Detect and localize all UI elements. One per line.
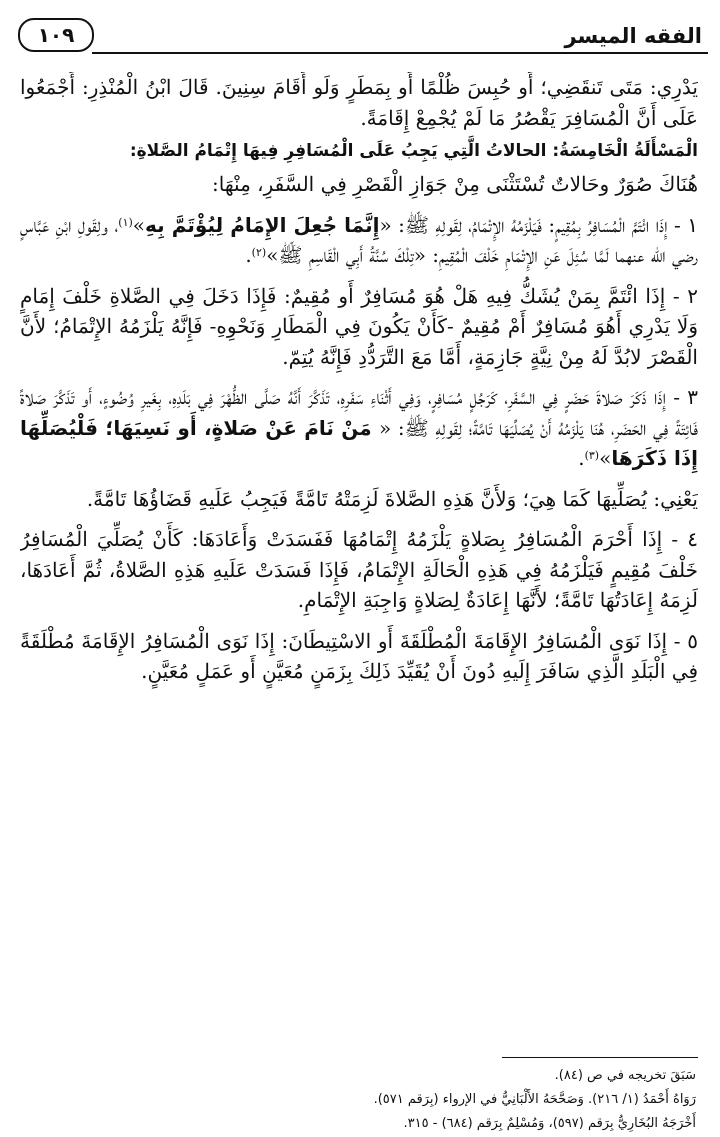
- footnote-2: رَوَاهُ أَحْمَدُ (١/ ٢١٦). وَصَحَّحَهُ الأَلْبَانِيُّ في الإرواء (بِرَقم ٥٧١).: [373, 1092, 696, 1107]
- case-3-text: ٣ - إِذَا ذَكَرَ صَلاةَ حَضَرٍ فِي السَّفَرِ، كَرَجُلٍ مُسَافِرٍ، وَفِي أَثْنَاءِ سَفَرِهِ، تَذَكَّرَ أَنَّهُ صَلَّى الظُّهْرَ فِي بَلَدِهِ، بِغَيرِ وُضُوءٍ، أَو تَذَكَّرَ صَلاةً فَائِتَةً فِي الحَضَرِ، هُنَا يَلْزَمُهُ أَنْ يُصَلِّيَهَا تَامَّةً؛ لِقَولِهِ ﷺ: «: [20, 385, 698, 440]
- page-number: ١٠٩: [18, 18, 94, 52]
- case-3-end: .: [578, 446, 585, 470]
- paragraph-intro: يَدْرِي: مَتَى تَنقَضِي؛ أَو حُبِسَ ظُلْمًا أَو بِمَطَرٍ وَلَو أَقَامَ سِنِينَ. قَالَ ابْنُ الْمُنْذِرِ: أَجْمَعُوا عَلَى أَنَّ الْمُسَافِرَ يَقْصُرُ مَا لَمْ يُجْمِعْ إِقَامَةً.: [20, 75, 698, 130]
- paragraph-lead: هُنَاكَ صُوَرٌ وحَالاتٌ تُسْتَثْنَى مِنْ جَوَازِ الْقَصْرِ فِي السَّفَرِ، مِنْهَا:: [211, 172, 698, 196]
- case-1-text-b: ، ولِقَولِ ابْنِ عَبَّاسٍ رضي الله عنهما لَمَّا سُئِلَ عَنِ الإِتْمَامِ خَلْفَ الْمُقِيمِ: «تِلْكَ سُنَّةُ أَبِي الْقَاسِمِ ﷺ»: [20, 212, 698, 267]
- page-header: [14, 14, 708, 58]
- case-3-hadith: مَنْ نَامَ عَنْ صَلاةٍ، أَو نَسِيَهَا؛ فَلْيُصَلِّهَا إِذَا ذَكَرَهَا: [20, 415, 698, 470]
- header-rule: [92, 52, 708, 54]
- footnote-ref-1[interactable]: (١): [118, 215, 133, 229]
- case-1-quote-close: »: [132, 212, 146, 237]
- footnotes: [20, 1064, 696, 1136]
- paragraph-case-4: ٤ - إِذَا أَحْرَمَ الْمُسَافِرُ بِصَلاةٍ يَلْزَمُهُ إِتْمَامُهَا فَفَسَدَتْ وَأَعَادَهَا: كَأَنْ يُصَلِّيَ الْمُسَافِرُ خَلْفَ مُقِيمٍ فَيَلْزَمُهُ فِي هَذِهِ الْحَالَةِ الإِتْمَامُ، فَإِذَا فَسَدَتْ عَلَيهِ هَذِهِ الصَّلاةُ، ثُمَّ أَعَادَهَا، لَزِمَهُ إِعَادَتُهَا تَامَّةً؛ لأَنَّهَا إِعَادَةٌ لِصَلاةٍ وَاجِبَةِ الإِتْمَامِ.: [20, 527, 698, 612]
- section-heading: الْمَسْأَلَةُ الْخَامِسَةُ: الحالاتُ الَّتِي يَجِبُ عَلَى الْمُسَافِرِ فِيهَا إِتْمَامُ الصَّلاةِ:: [129, 141, 698, 161]
- paragraph-case-2: ٢ - إِذَا ائْتَمَّ بِمَنْ يُشَكُّ فِيهِ هَلْ هُوَ مُسَافِرٌ أَو مُقِيمٌ: فَإِذَا دَخَلَ فِي الصَّلاةِ خَلْفَ إِمَامٍ وَلَا يَدْرِي أَهُوَ مُسَافِرٌ أَمْ مُقِيمٌ -كَأَنْ يَكُونَ فِي الْمَطَارِ وَنَحْوِهِ- فَإِنَّهُ يَلْزَمُهُ الإِتْمَامُ؛ لأَنَّ الْقَصْرَ لابُدَّ لَهُ مِنْ نِيَّةٍ جَازِمَةٍ، أَمَّا مَعَ التَّرَدُّدِ فَإِنَّهُ يُتِمّ.: [20, 283, 698, 369]
- paragraph-case-5: ٥ - إِذَا نَوَى الْمُسَافِرُ الإِقَامَةَ الْمُطْلَقَةَ أَو الاسْتِيطَانَ: إِذَا نَوَى الْمُسَافِرُ الإِقَامَةَ مُطْلَقَةً فِي الْبَلَدِ الَّذِي سَافَرَ إِلَيهِ دُونَ أَنْ يُقَيِّدَ ذَلِكَ بِزَمَنٍ مُعَيَّنٍ أَو عَمَلٍ مُعَيَّنٍ.: [20, 628, 698, 683]
- footnote-3: أَخْرَجَهُ البُخَارِيُّ بِرَقم (٥٩٧)، وَمُسْلِمٌ بِرَقم (٦٨٤) - ٣١٥.: [403, 1116, 696, 1131]
- body-text: [20, 72, 698, 892]
- footnote-ref-2[interactable]: (٢): [251, 246, 267, 259]
- paragraph-case-1: [20, 210, 698, 271]
- paragraph-case-3: [20, 382, 698, 474]
- case-3-quote-close: »: [599, 446, 612, 470]
- paragraph-explanation: يَعْنِي: يُصَلِّيهَا كَمَا هِيَ؛ وَلأَنَّ هَذِهِ الصَّلاةَ لَزِمَتْهُ تَامَّةً فَيَجِبُ عَلَيهِ قَضَاؤُهَا تَامَّةً.: [86, 486, 698, 511]
- footnote-1: سَبَقَ تخريجه في ص (٨٤).: [554, 1068, 696, 1083]
- case-1-end: .: [245, 243, 252, 267]
- footnote-ref-3[interactable]: (٣): [584, 449, 600, 462]
- book-title: الفقه الميسر: [564, 24, 702, 48]
- footnote-rule: [502, 1057, 698, 1058]
- case-1-text-a: ١ - إِذَا ائْتَمَّ الْمُسَافِرُ بِمُقِيمٍ: فَيَلْزَمُهُ الإِتْمَامُ، لِقَولِهِ ﷺ: «: [379, 212, 698, 237]
- case-1-hadith: إِنَّمَا جُعِلَ الإِمَامُ لِيُؤْتَمَّ بِهِ: [145, 212, 380, 237]
